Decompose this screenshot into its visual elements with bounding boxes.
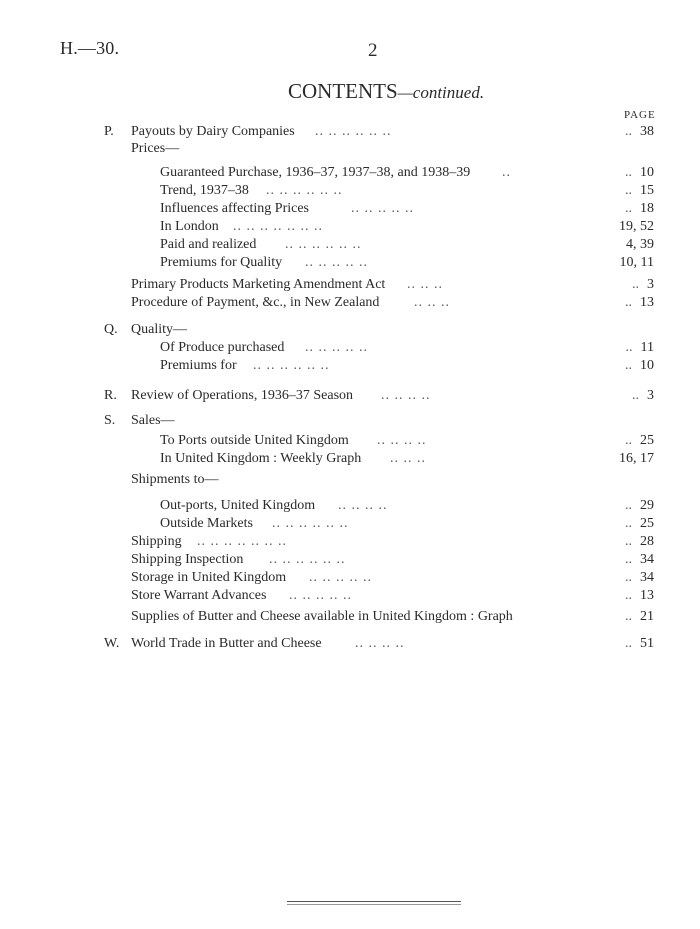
entry-label: World Trade in Butter and Cheese <box>131 636 322 651</box>
entry-page-number <box>625 609 654 625</box>
entry-page-number <box>625 588 654 604</box>
contents-entry <box>0 570 700 588</box>
page-leader: .. <box>625 498 632 513</box>
entry-page-number <box>625 570 654 586</box>
section-letter: W. <box>104 636 120 651</box>
entry-page-number <box>625 552 654 568</box>
contents-entry <box>0 165 700 183</box>
page-leader: .. <box>625 636 632 651</box>
entry-page-number <box>625 636 654 652</box>
entry-label: Premiums for <box>160 358 237 373</box>
entry-label: Supplies of Butter and Cheese available in United Kingdom : Graph <box>131 609 513 624</box>
entry-label: Influences affecting Prices <box>160 201 310 216</box>
dot-leader: .. .. .. <box>414 295 450 310</box>
entry-label: Primary Products Marketing Amendment Act <box>131 277 386 292</box>
entry-label: Store Warrant Advances <box>131 588 267 603</box>
page-leader: .. <box>625 552 632 567</box>
title-suffix: —continued. <box>397 83 485 102</box>
contents-entry <box>0 552 700 570</box>
page-value: 18 <box>640 201 654 216</box>
page-leader: .. <box>625 340 633 355</box>
contents-entry <box>0 255 700 273</box>
contents-entry <box>0 636 700 654</box>
dot-leader: .. .. .. <box>390 451 426 466</box>
entry-label: Premiums for Quality <box>160 255 283 270</box>
contents-entry <box>0 516 700 534</box>
entry-page-number <box>625 498 654 514</box>
entry-label: Payouts by Dairy Companies <box>131 124 295 139</box>
entry-label: Quality— <box>131 322 187 337</box>
page-title <box>288 79 484 104</box>
document-reference: H.—30. <box>60 38 120 58</box>
entry-label: Shipping Inspection <box>131 552 244 567</box>
dot-leader: .. .. .. .. <box>377 433 427 448</box>
section-letter: S. <box>104 413 116 428</box>
contents-entry <box>0 201 700 219</box>
page-value: 13 <box>640 588 654 603</box>
page-leader: .. <box>625 588 632 603</box>
contents-entry <box>0 534 700 552</box>
section-letter: R. <box>104 388 117 403</box>
contents-entry <box>0 219 700 237</box>
contents-entry <box>0 141 700 159</box>
entry-label: Sales— <box>131 413 175 428</box>
page-value: 16, 17 <box>619 451 654 466</box>
entry-page-number <box>625 534 654 550</box>
page-value: 25 <box>640 516 654 531</box>
entry-label: Shipments to— <box>131 472 219 487</box>
contents-entry <box>0 588 700 606</box>
contents-entry <box>0 322 700 340</box>
section-letter: Q. <box>104 322 118 337</box>
section-letter: P. <box>104 124 114 139</box>
page-leader: .. <box>625 534 632 549</box>
dot-leader: .. .. .. .. .. .. <box>253 358 330 373</box>
contents-entry <box>0 183 700 201</box>
page-value: 29 <box>640 498 654 513</box>
entry-label: To Ports outside United Kingdom <box>160 433 349 448</box>
page-value: 51 <box>640 636 654 651</box>
dot-leader: .. .. .. .. .. .. .. <box>197 534 287 549</box>
page-leader: .. <box>632 388 639 403</box>
dot-leader: .. .. .. .. .. <box>309 570 372 585</box>
entry-page-number <box>625 183 654 199</box>
page-value: 3 <box>647 388 654 403</box>
entry-page-number <box>625 165 654 181</box>
page-column-label: PAGE <box>624 109 656 121</box>
dot-leader: .. .. .. .. <box>381 388 431 403</box>
entry-label: Procedure of Payment, &c., in New Zealand <box>131 295 380 310</box>
contents-entry <box>0 358 700 376</box>
page-leader: .. <box>625 609 632 624</box>
entry-label: Shipping <box>131 534 182 549</box>
contents-entry <box>0 609 700 627</box>
entry-label: Outside Markets <box>160 516 253 531</box>
dot-leader: .. .. .. .. .. <box>289 588 352 603</box>
title-main: CONTENTS <box>288 79 398 103</box>
page-leader: .. <box>625 295 632 310</box>
contents-entry <box>0 124 700 142</box>
contents-entry <box>0 451 700 469</box>
page-value: 10 <box>640 358 654 373</box>
page-value: 21 <box>640 609 654 624</box>
page-value: 10, 11 <box>619 255 654 270</box>
entry-label: In London <box>160 219 219 234</box>
entry-page-number <box>632 388 654 404</box>
entry-page-number <box>625 358 654 374</box>
contents-entry <box>0 340 700 358</box>
dot-leader: .. .. .. .. .. .. .. <box>233 219 323 234</box>
page-value: 3 <box>647 277 654 292</box>
contents-entry <box>0 433 700 451</box>
contents-entry <box>0 295 700 313</box>
page-value: 13 <box>640 295 654 310</box>
contents-entry <box>0 498 700 516</box>
entry-page-number <box>625 433 654 449</box>
entry-page-number <box>625 516 654 532</box>
footer-rule <box>287 901 461 902</box>
entry-label: Prices— <box>131 141 180 156</box>
entry-page-number <box>626 340 654 356</box>
contents-entry <box>0 277 700 295</box>
page-value: 28 <box>640 534 654 549</box>
page-value: 15 <box>640 183 654 198</box>
page-value: 4, 39 <box>626 237 654 252</box>
dot-leader: .. .. .. .. .. <box>305 340 368 355</box>
contents-entry <box>0 237 700 255</box>
entry-label: In United Kingdom : Weekly Graph <box>160 451 362 466</box>
dot-leader: .. .. .. .. .. <box>305 255 368 270</box>
contents-entry <box>0 388 700 406</box>
page-leader: .. <box>625 570 632 585</box>
entry-page-number <box>612 255 654 271</box>
page-value: 34 <box>640 552 654 567</box>
page-leader: .. <box>625 165 632 180</box>
page-leader: .. <box>625 358 632 373</box>
footer-rule-secondary <box>287 904 461 905</box>
dot-leader: .. <box>502 165 511 180</box>
page-leader: .. <box>632 277 639 292</box>
entry-page-number <box>611 219 654 235</box>
dot-leader: .. .. .. .. <box>355 636 405 651</box>
contents-entry <box>0 413 700 431</box>
entry-label: Storage in United Kingdom <box>131 570 287 585</box>
entry-page-number <box>625 201 654 217</box>
page-value: 10 <box>640 165 654 180</box>
contents-entry <box>0 472 700 490</box>
page-value: 34 <box>640 570 654 585</box>
page-value: 11 <box>640 340 654 355</box>
dot-leader: .. .. .. .. .. .. <box>266 183 343 198</box>
page-leader: .. <box>625 183 632 198</box>
page-value: 25 <box>640 433 654 448</box>
entry-label: Of Produce purchased <box>160 340 285 355</box>
entry-label: Review of Operations, 1936–37 Season <box>131 388 354 403</box>
page-leader: .. <box>625 433 632 448</box>
dot-leader: .. .. .. .. .. .. <box>285 237 362 252</box>
dot-leader: .. .. .. .. .. <box>351 201 414 216</box>
entry-label: Trend, 1937–38 <box>160 183 249 198</box>
page-value: 19, 52 <box>619 219 654 234</box>
entry-label: Guaranteed Purchase, 1936–37, 1937–38, and 1938–39 <box>160 165 471 180</box>
dot-leader: .. .. .. .. .. .. <box>272 516 349 531</box>
entry-label: Out-ports, United Kingdom <box>160 498 316 513</box>
page-leader: .. <box>625 124 632 139</box>
entry-page-number <box>625 124 654 140</box>
page-leader: .. <box>625 201 632 216</box>
entry-page-number <box>625 295 654 311</box>
dot-leader: .. .. .. <box>407 277 443 292</box>
dot-leader: .. .. .. .. .. .. <box>315 124 392 139</box>
page-value: 38 <box>640 124 654 139</box>
dot-leader: .. .. .. .. <box>338 498 388 513</box>
dot-leader: .. .. .. .. .. .. <box>269 552 346 567</box>
entry-page-number <box>618 237 654 253</box>
page-leader: .. <box>625 516 632 531</box>
entry-page-number <box>632 277 654 293</box>
page-number: 2 <box>368 40 378 61</box>
entry-label: Paid and realized <box>160 237 257 252</box>
entry-page-number <box>611 451 654 467</box>
